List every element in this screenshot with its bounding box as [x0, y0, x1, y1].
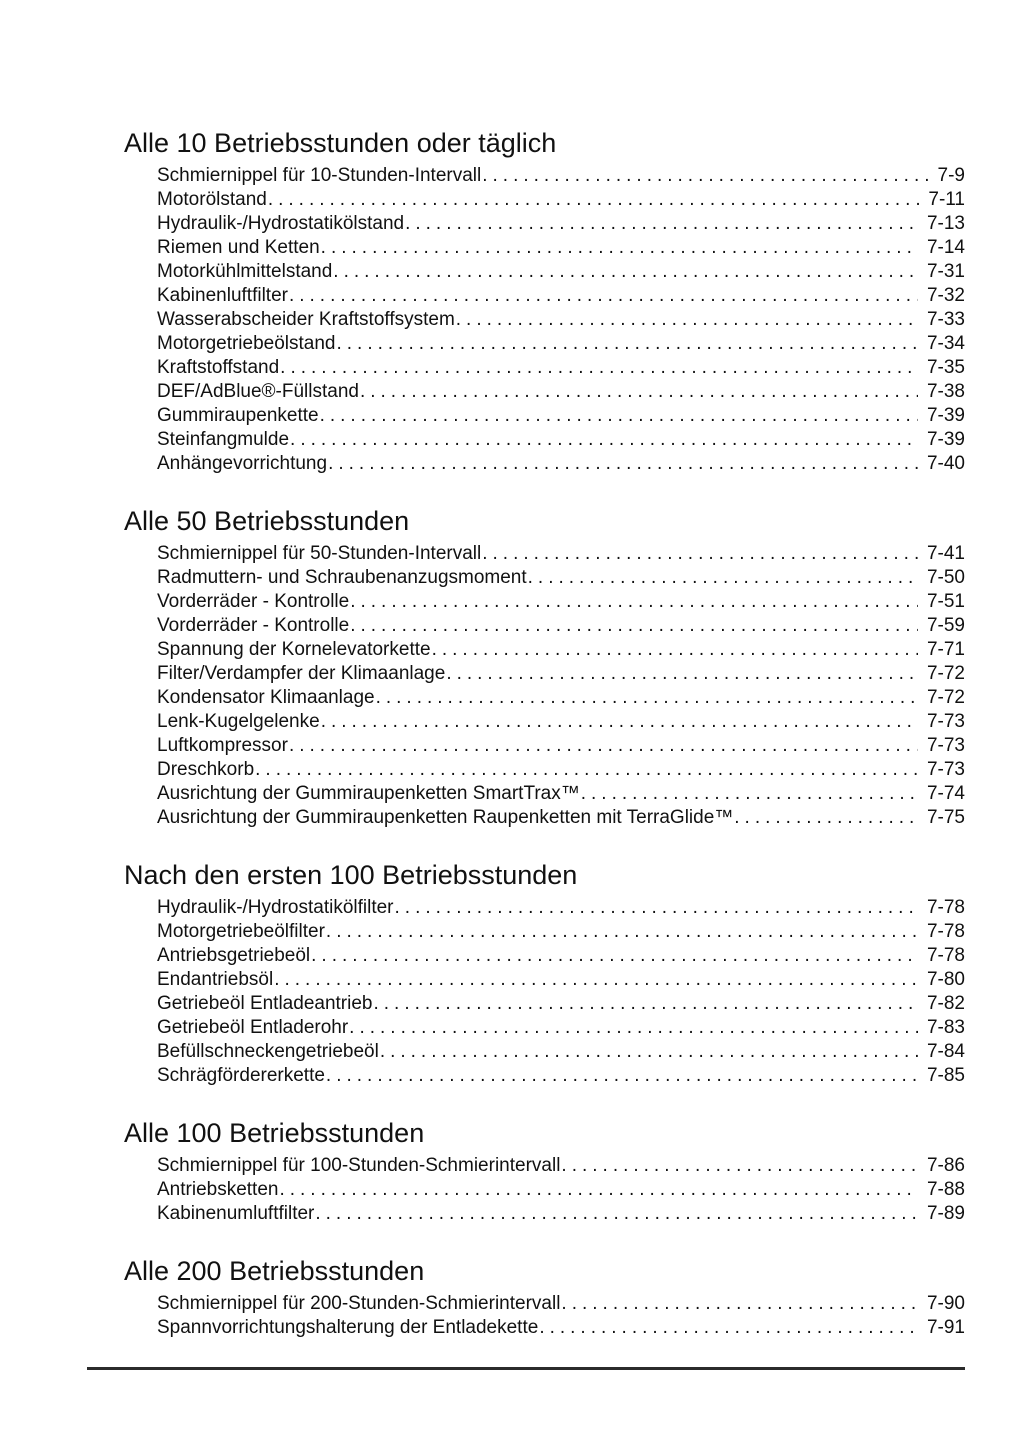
- dot-leader: [350, 614, 918, 638]
- toc-entry: [157, 1292, 965, 1316]
- entry-title: Vorderräder - Kontrolle: [157, 591, 350, 612]
- dot-leader: [561, 1292, 918, 1316]
- toc-entry: [157, 380, 965, 404]
- entry-page-number: 7-88: [926, 1179, 965, 1200]
- entry-page-number: 7-74: [926, 783, 965, 804]
- toc-entry: [157, 260, 965, 284]
- toc-entry: [157, 638, 965, 662]
- dot-leader: [289, 284, 918, 308]
- entry-page-number: 7-59: [926, 615, 965, 636]
- section-entry-list: [157, 542, 965, 830]
- entry-page-number: 7-31: [926, 261, 965, 282]
- toc-entry: [157, 566, 965, 590]
- toc-section: [0, 506, 1024, 830]
- dot-leader: [373, 992, 917, 1016]
- entry-page-number: 7-32: [926, 285, 965, 306]
- dot-leader: [321, 710, 918, 734]
- entry-title: Gummiraupenkette: [157, 405, 319, 426]
- entry-page-number: 7-82: [926, 993, 965, 1014]
- dot-leader: [280, 356, 918, 380]
- section-entry-list: [157, 1292, 965, 1340]
- section-entry-list: [157, 164, 965, 476]
- toc-entry: [157, 356, 965, 380]
- entry-title: Getriebeöl Entladeantrieb: [157, 993, 373, 1014]
- entry-page-number: 7-40: [926, 453, 965, 474]
- entry-title: Filter/Verdampfer der Klimaanlage: [157, 663, 446, 684]
- toc-entry: [157, 686, 965, 710]
- dot-leader: [405, 212, 918, 236]
- toc-entry: [157, 590, 965, 614]
- entry-title: DEF/AdBlue®-Füllstand: [157, 381, 359, 402]
- entry-title: Steinfangmulde: [157, 429, 290, 450]
- dot-leader: [528, 566, 918, 590]
- entry-page-number: 7-84: [926, 1041, 965, 1062]
- dot-leader: [321, 236, 918, 260]
- entry-title: Schrägfördererkette: [157, 1065, 325, 1086]
- entry-title: Antriebsgetriebeöl: [157, 945, 311, 966]
- entry-page-number: 7-72: [926, 687, 965, 708]
- entry-page-number: 7-73: [926, 711, 965, 732]
- toc-entry: [157, 920, 965, 944]
- entry-page-number: 7-83: [926, 1017, 965, 1038]
- entry-title: Anhängevorrichtung: [157, 453, 328, 474]
- entry-page-number: 7-78: [926, 945, 965, 966]
- dot-leader: [289, 734, 918, 758]
- entry-page-number: 7-90: [926, 1293, 965, 1314]
- toc-entry: [157, 614, 965, 638]
- entry-title: Getriebeöl Entladerohr: [157, 1017, 349, 1038]
- section-heading: Alle 10 Betriebsstunden oder täglich: [124, 128, 557, 158]
- toc-entry: [157, 662, 965, 686]
- entry-page-number: 7-34: [926, 333, 965, 354]
- entry-page-number: 7-75: [926, 807, 965, 828]
- dot-leader: [446, 662, 918, 686]
- dot-leader: [311, 944, 918, 968]
- entry-page-number: 7-73: [926, 759, 965, 780]
- entry-page-number: 7-11: [928, 189, 965, 210]
- entry-page-number: 7-39: [926, 405, 965, 426]
- toc-entry: [157, 896, 965, 920]
- dot-leader: [482, 164, 928, 188]
- entry-page-number: 7-73: [926, 735, 965, 756]
- entry-page-number: 7-13: [926, 213, 965, 234]
- entry-page-number: 7-38: [926, 381, 965, 402]
- entry-title: Befüllschneckengetriebeöl: [157, 1041, 379, 1062]
- entry-title: Hydraulik-/Hydrostatikölstand: [157, 213, 405, 234]
- entry-title: Hydraulik-/Hydrostatikölfilter: [157, 897, 394, 918]
- toc-entry: [157, 1316, 965, 1340]
- dot-leader: [539, 1316, 918, 1340]
- dot-leader: [350, 590, 918, 614]
- entry-title: Motorkühlmittelstand: [157, 261, 333, 282]
- toc-entry: [157, 1040, 965, 1064]
- dot-leader: [432, 638, 918, 662]
- toc-entry: [157, 710, 965, 734]
- dot-leader: [581, 782, 918, 806]
- dot-leader: [337, 332, 918, 356]
- entry-page-number: 7-78: [926, 897, 965, 918]
- dot-leader: [279, 1178, 918, 1202]
- entry-page-number: 7-89: [926, 1203, 965, 1224]
- entry-page-number: 7-80: [926, 969, 965, 990]
- toc-entry: [157, 188, 965, 212]
- dot-leader: [315, 1202, 918, 1226]
- section-heading: Nach den ersten 100 Betriebsstunden: [124, 860, 578, 890]
- entry-page-number: 7-51: [926, 591, 965, 612]
- toc-entry: [157, 428, 965, 452]
- entry-page-number: 7-33: [926, 309, 965, 330]
- toc-entry: [157, 782, 965, 806]
- entry-title: Ausrichtung der Gummiraupenketten SmartTrax™: [157, 783, 580, 804]
- dot-leader: [380, 1040, 918, 1064]
- entry-title: Schmiernippel für 50-Stunden-Intervall: [157, 543, 482, 564]
- toc-entry: [157, 404, 965, 428]
- dot-leader: [360, 380, 918, 404]
- entry-page-number: 7-86: [926, 1155, 965, 1176]
- entry-page-number: 7-35: [926, 357, 965, 378]
- entry-title: Vorderräder - Kontrolle: [157, 615, 350, 636]
- entry-page-number: 7-78: [926, 921, 965, 942]
- dot-leader: [255, 758, 918, 782]
- toc-entry: [157, 284, 965, 308]
- toc-entry: [157, 542, 965, 566]
- entry-title: Dreschkorb: [157, 759, 255, 780]
- toc-entry: [157, 992, 965, 1016]
- toc-section: [0, 860, 1024, 1088]
- toc-entry: [157, 1154, 965, 1178]
- dot-leader: [376, 686, 918, 710]
- dot-leader: [274, 968, 918, 992]
- entry-title: Schmiernippel für 10-Stunden-Intervall: [157, 165, 482, 186]
- toc-entry: [157, 1064, 965, 1088]
- toc-entry: [157, 332, 965, 356]
- entry-page-number: 7-41: [926, 543, 965, 564]
- toc-entry: [157, 1016, 965, 1040]
- dot-leader: [456, 308, 918, 332]
- dot-leader: [328, 452, 918, 476]
- entry-title: Kraftstoffstand: [157, 357, 280, 378]
- entry-page-number: 7-85: [926, 1065, 965, 1086]
- dot-leader: [333, 260, 918, 284]
- toc-entry: [157, 758, 965, 782]
- toc-entry: [157, 308, 965, 332]
- toc-entry: [157, 806, 965, 830]
- table-of-contents: [0, 128, 1024, 1370]
- dot-leader: [326, 1064, 918, 1088]
- toc-entry: [157, 968, 965, 992]
- entry-page-number: 7-50: [926, 567, 965, 588]
- entry-title: Schmiernippel für 200-Stunden-Schmierintervall: [157, 1293, 561, 1314]
- toc-entry: [157, 1202, 965, 1226]
- section-heading: Alle 200 Betriebsstunden: [124, 1256, 425, 1286]
- entry-title: Motorölstand: [157, 189, 267, 210]
- toc-entry: [157, 452, 965, 476]
- entry-page-number: 7-91: [926, 1317, 965, 1338]
- toc-section: [0, 1118, 1024, 1226]
- entry-title: Luftkompressor: [157, 735, 288, 756]
- dot-leader: [395, 896, 918, 920]
- toc-entry: [157, 236, 965, 260]
- toc-entry: [157, 944, 965, 968]
- entry-title: Lenk-Kugelgelenke: [157, 711, 320, 732]
- entry-title: Kabinenumluftfilter: [157, 1203, 315, 1224]
- section-entry-list: [157, 1154, 965, 1226]
- entry-page-number: 7-72: [926, 663, 965, 684]
- toc-entry: [157, 734, 965, 758]
- dot-leader: [320, 404, 918, 428]
- toc-section: [0, 128, 1024, 476]
- entry-title: Ausrichtung der Gummiraupenketten Raupenketten mit TerraGlide™: [157, 807, 734, 828]
- entry-page-number: 7-39: [926, 429, 965, 450]
- dot-leader: [326, 920, 918, 944]
- dot-leader: [734, 806, 918, 830]
- section-heading: Alle 100 Betriebsstunden: [124, 1118, 425, 1148]
- entry-page-number: 7-9: [937, 165, 965, 186]
- entry-title: Kabinenluftfilter: [157, 285, 288, 306]
- entry-title: Motorgetriebeölstand: [157, 333, 336, 354]
- entry-title: Endantriebsöl: [157, 969, 274, 990]
- dot-leader: [349, 1016, 918, 1040]
- entry-title: Motorgetriebeölfilter: [157, 921, 325, 942]
- entry-title: Kondensator Klimaanlage: [157, 687, 375, 708]
- toc-entry: [157, 164, 965, 188]
- entry-title: Riemen und Ketten: [157, 237, 320, 258]
- dot-leader: [561, 1154, 918, 1178]
- entry-title: Spannung der Kornelevatorkette: [157, 639, 431, 660]
- entry-page-number: 7-14: [926, 237, 965, 258]
- toc-entry: [157, 1178, 965, 1202]
- entry-title: Spannvorrichtungshalterung der Entladekette: [157, 1317, 539, 1338]
- toc-entry: [157, 212, 965, 236]
- dot-leader: [268, 188, 920, 212]
- entry-title: Schmiernippel für 100-Stunden-Schmierintervall: [157, 1155, 561, 1176]
- toc-section: [0, 1256, 1024, 1340]
- section-entry-list: [157, 896, 965, 1088]
- dot-leader: [482, 542, 918, 566]
- entry-title: Wasserabscheider Kraftstoffsystem: [157, 309, 455, 330]
- section-heading: Alle 50 Betriebsstunden: [124, 506, 410, 536]
- dot-leader: [290, 428, 918, 452]
- entry-title: Radmuttern- und Schraubenanzugsmoment: [157, 567, 527, 588]
- footer-divider: [87, 1367, 965, 1370]
- entry-page-number: 7-71: [926, 639, 965, 660]
- entry-title: Antriebsketten: [157, 1179, 279, 1200]
